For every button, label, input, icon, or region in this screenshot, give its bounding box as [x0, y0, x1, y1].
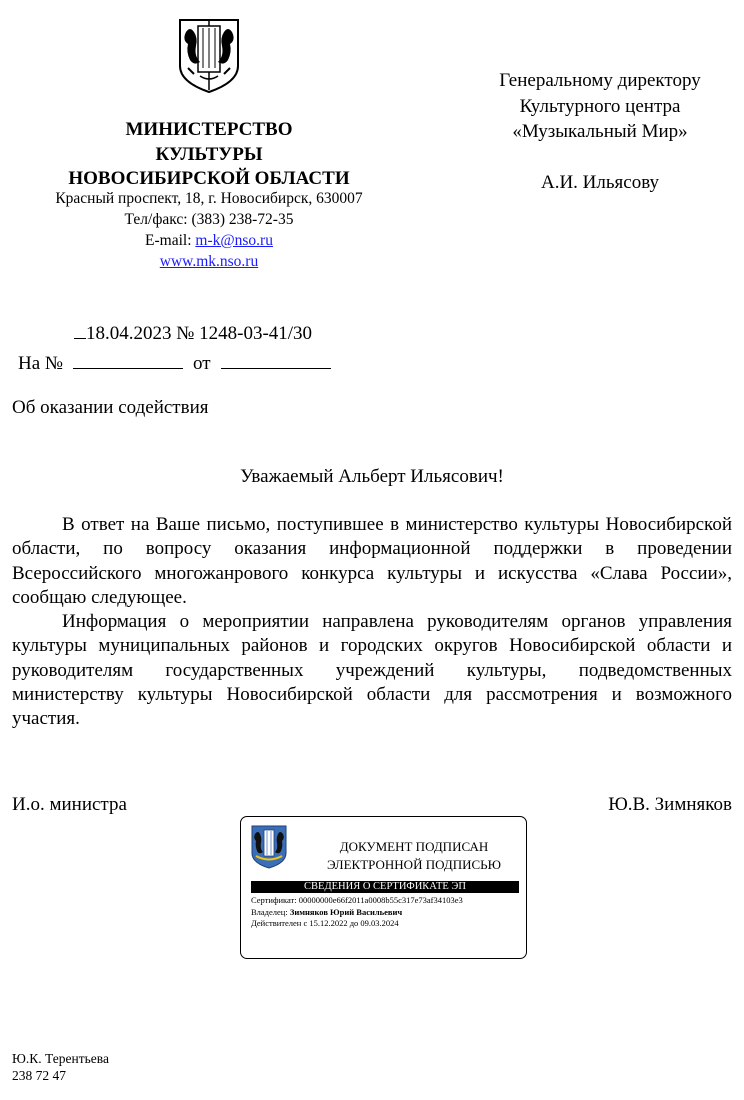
email-link[interactable]: m-k@nso.ru [195, 232, 273, 249]
certificate-details [251, 895, 463, 930]
owner-value: Зимняков Юрий Васильевич [289, 906, 403, 917]
signatory-name: Ю.В. Зимняков [608, 794, 732, 815]
owner-line [251, 907, 463, 919]
ministry-line-1: МИНИСТЕРСТВО [125, 119, 293, 140]
ministry-line-3: НОВОСИБИРСКОЙ ОБЛАСТИ [68, 168, 350, 189]
certificate-line [251, 895, 463, 907]
email-label: E-mail: [145, 232, 196, 249]
addressee-block [456, 68, 744, 195]
ref-date-blank [221, 350, 331, 369]
coat-of-arms-icon [176, 18, 242, 94]
paragraph-2: Информация о мероприятии направлена руководителям органов управления культуры муниципальных районов и городских округов Новосибирской области и руководителям государственных учреждений культуры, подведомственных министерству культуры Новосибирской области для рассмотрения и возможного участия. [12, 611, 732, 730]
reference-line [18, 350, 341, 375]
greeting: Уважаемый Альберт Ильясович! [240, 466, 504, 487]
executor-block [12, 1050, 109, 1084]
address: Красный проспект, 18, г. Новосибирск, 630007 [55, 190, 363, 207]
ministry-name [0, 118, 418, 192]
addressee-line-1: Генеральному директору [499, 70, 701, 91]
paragraph-1: В ответ на Ваше письмо, поступившее в министерство культуры Новосибирской области, по вопросу оказания информационной поддержки в проведении Всероссийского многожанрового конкурса культуры и искусства «Слава России», сообщаю следующее. [12, 514, 732, 608]
phone: Тел/факс: (383) 238-72-35 [124, 211, 294, 228]
subject: Об оказании содействия [12, 397, 209, 418]
email-line [0, 230, 418, 251]
registration-date-number: 18.04.2023 № 1248-03-41/30 [86, 323, 313, 344]
executor-name: Ю.К. Терентьева [12, 1051, 109, 1066]
certificate-label: Сертификат: [251, 895, 299, 905]
registration-line [74, 323, 312, 345]
ref-number-blank [73, 350, 183, 369]
coat-of-arms-color-icon [250, 825, 288, 869]
stamp-title-line-1: ДОКУМЕНТ ПОДПИСАН [339, 839, 489, 854]
validity-line: Действителен с 15.12.2022 до 09.03.2024 [251, 918, 399, 928]
website-line [0, 251, 418, 272]
stamp-title [307, 838, 521, 874]
letter-body [12, 513, 732, 732]
addressee-line-2: Культурного центра [519, 95, 681, 117]
certificate-info-bar: СВЕДЕНИЯ О СЕРТИФИКАТЕ ЭП [251, 881, 519, 893]
e-signature-stamp [240, 816, 527, 959]
certificate-value: 00000000e66f2011a0008b55c317e73af34103e3 [298, 895, 463, 905]
website-link[interactable]: www.mk.nso.ru [159, 253, 259, 270]
from-label: от [193, 353, 211, 374]
ministry-line-2: КУЛЬТУРЫ [155, 143, 263, 165]
ref-label: На № [18, 353, 64, 374]
stamp-title-line-2: ЭЛЕКТРОННОЙ ПОДПИСЬЮ [327, 857, 501, 872]
addressee-line-3: «Музыкальный Мир» [512, 121, 688, 142]
contacts-block [0, 188, 418, 272]
executor-phone: 238 72 47 [12, 1068, 66, 1083]
addressee-name: А.И. Ильясову [540, 171, 660, 193]
signatory-role: И.о. министра [12, 794, 127, 815]
owner-label: Владелец: [251, 906, 290, 917]
